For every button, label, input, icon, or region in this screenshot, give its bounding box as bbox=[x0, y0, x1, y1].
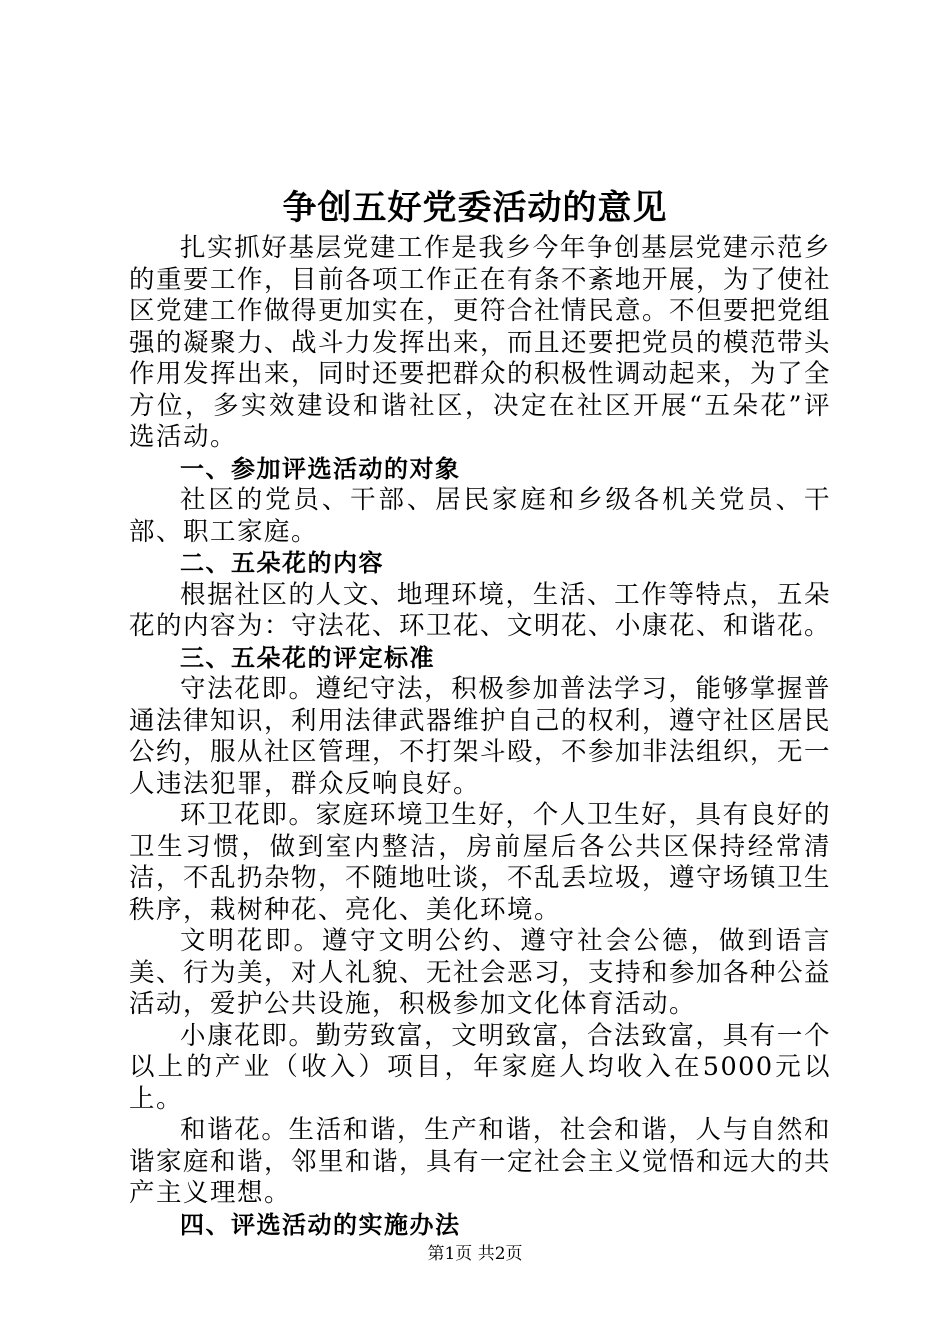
section-heading-3: 三、五朵花的评定标准 bbox=[180, 643, 435, 672]
document-title: 争创五好党委活动的意见 bbox=[282, 188, 668, 228]
paragraph-hygiene-flower: 环卫花即。家庭环境卫生好，个人卫生好，具有良好的卫生习惯，做到室内整洁，房前屋后各公共区保持经常清洁，不乱扔杂物，不随地吐谈，不乱丢垃圾，遵守场镇卫生秩序，栽树种花、亮化、美化环境。 bbox=[129, 800, 832, 925]
paragraph-participants: 社区的党员、干部、居民家庭和乡级各机关党员、干部、职工家庭。 bbox=[129, 485, 831, 547]
page-footer: 第1页 共2页 bbox=[427, 1244, 523, 1264]
paragraph-harmony-flower: 和谐花。生活和谐，生产和谐，社会和谐，人与自然和谐家庭和谐，邻里和谐，具有一定社会主义觉悟和远大的共产主义理想。 bbox=[129, 1115, 832, 1208]
paragraph-flower-content: 根据社区的人文、地理环境，生活、工作等特点，五朵花的内容为：守法花、环卫花、文明花、小康花、和谐花。 bbox=[129, 579, 832, 641]
section-heading-2: 二、五朵花的内容 bbox=[180, 549, 384, 577]
paragraph-prosperity-flower: 小康花即。勤劳致富，文明致富，合法致富，具有一个以上的产业（收入）项目，年家庭人均收入在5000元以上。 bbox=[129, 1020, 831, 1114]
paragraph-law-flower: 守法花即。遵纪守法，积极参加普法学习，能够掌握普通法律知识，利用法律武器维护自己的权利，遵守社区居民公约，服从社区管理，不打架斗殴，不参加非法组织，无一人违法犯罪，群众反响良好。 bbox=[129, 674, 832, 799]
section-heading-1: 一、参加评选活动的对象 bbox=[180, 454, 461, 483]
document-body bbox=[129, 233, 831, 1241]
paragraph-civility-flower: 文明花即。遵守文明公约、遵守社会公德，做到语言美、行为美，对人礼貌、无社会恶习，支持和参加各种公益活动，爱护公共设施，积极参加文化体育活动。 bbox=[129, 926, 832, 1019]
paragraph-intro: 扎实抓好基层党建工作是我乡今年争创基层党建示范乡的重要工作，目前各项工作正在有条不紊地开展，为了使社区党建工作做得更加实在，更符合社情民意。不但要把党组强的凝聚力、战斗力发挥出来，而且还要把党员的模范带头作用发挥出来，同时还要把群众的积极性调动起来，为了全方位，多实效建设和谐社区，决定在社区开展“五朵花”评选活动。 bbox=[129, 233, 832, 452]
section-heading-4: 四、评选活动的实施办法 bbox=[180, 1210, 461, 1239]
